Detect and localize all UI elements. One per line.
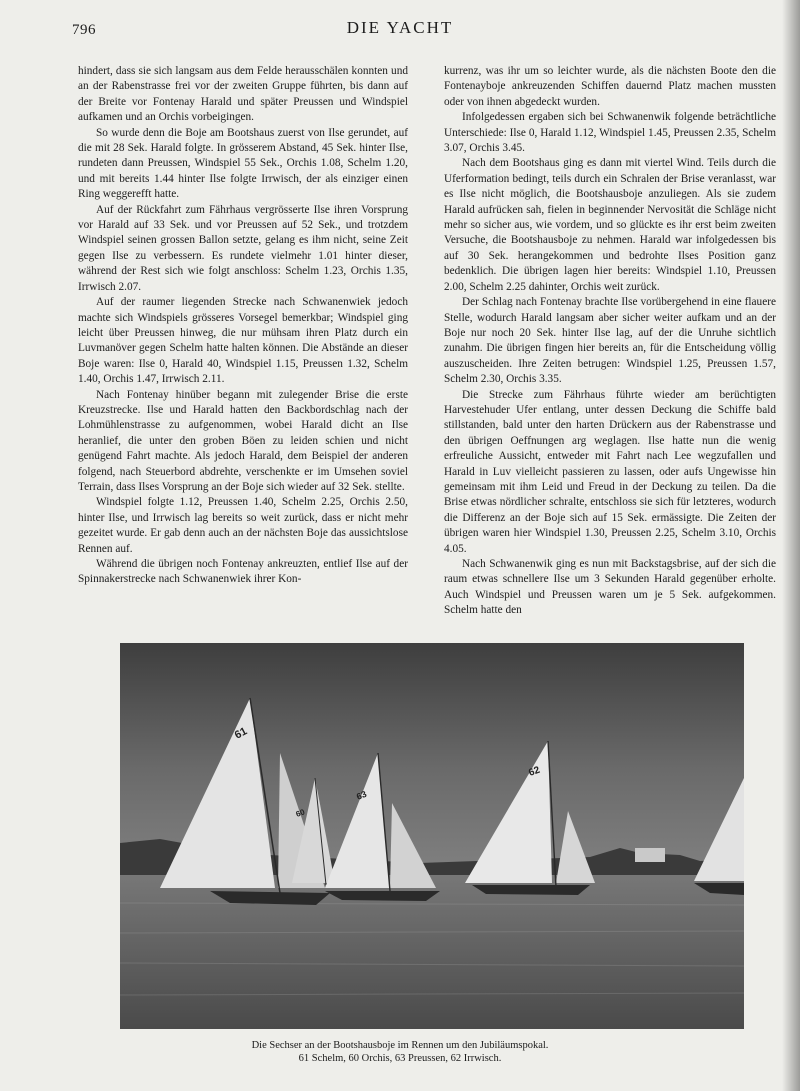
page-number: 796: [72, 22, 96, 38]
paragraph: Nach Schwanenwik ging es nun mit Backstagsbrise, auf der sich die raum etwas schnellere Ilse um 3 Sekunden Harald gegenüber erholte. Auch Windspiel und Preussen waren um je 5 Sek. aufgekommen. Schelm hatte den: [444, 558, 776, 617]
paragraph: Nach dem Bootshaus ging es dann mit viertel Wind. Teils durch die Uferformation bedingt, teils durch ein Schralen der Brise veranlasst, war es Ilse nicht möglich, die Bootshausboje anzuliegen. Als sie zudem Harald aufrücken sah, fielen in beginnender Nervosität die Schläge nicht mehr so sicher aus, wie vordem, und so glückte es ihr erst beim zweiten Versuche, die Bootshausboje zu nehmen. Harald war infolgedessen bis auf 30 Sek. herangekommen und bedrohte Ilses Position ganz bedenklich. Die übrigen lagen hier bereits: Windspiel 1.10, Preussen 2.00, Schelm 2.25 dahinter, Orchis weit zurück.: [444, 157, 776, 293]
sailing-photo: [120, 643, 744, 1029]
paragraph: kurrenz, was ihr um so leichter wurde, als die nächsten Boote den die Fontenayboje ankreuzenden Schiffen dauernd Platz machen mussten oder von ihnen abgedeckt wurden.: [444, 65, 776, 108]
paragraph: Auf der Rückfahrt zum Fährhaus vergrösserte Ilse ihren Vorsprung vor Harald auf 33 Sek. und vor Preussen auf 52 Sek., und trotzdem Windspiel seinen grossen Ballon setzte, gelang es ihm nicht, seine Zeit gegen Ilse zu verbessern. Es rundete vielmehr 1.01 hinter dieser, während der Rest sich wie folgt anschloss: Schelm 1.23, Orchis 1.35, Irrwisch 2.07.: [78, 203, 408, 293]
sail-number-61: 61: [232, 725, 250, 742]
water: [120, 875, 744, 1029]
paragraph: hindert, dass sie sich langsam aus dem Felde herausschälen konnten und an der Rabenstrasse frei vor der zweiten Gruppe führten, bis dann auf der Breite vor Fontenay Harald und später Preussen und Windspiel aufkamen und an Orchis vorbeigingen.: [78, 65, 408, 124]
sail-number-60: 60: [294, 807, 307, 819]
paragraph: Auf der raumer liegenden Strecke nach Schwanenwiek jedoch machte sich Windspiels grösseres Vorsegel bemerkbar; Windspiel ging leicht über Preussen hinweg, die nur mühsam ihren Platz durch ein Luvmanöver gegen Schelm hatte halten können. Die Abstände an dieser Boje waren: Ilse 0, Harald 40, Windspiel 1.15, Preussen 1.32, Schelm 1.40, Orchis 1.47, Irrwisch 2.11.: [78, 296, 408, 386]
caption-line: Die Sechser an der Bootshausboje im Rennen um den Jubiläumspokal.: [251, 1040, 549, 1051]
paragraph: So wurde denn die Boje am Bootshaus zuerst von Ilse gerundet, auf die mit 28 Sek. Harald folgte. In grösserem Abstand, 45 Sek. hinter Ilse, rundeten dann Preussen, Windspiel 55 Sek., Orchis 1.08, Schelm 1.20, und mit bereits 1.44 hinter Ilse folgte Irrwisch, der als einziger einen Ring weggerefft hatte.: [78, 126, 408, 201]
paragraph: Die Strecke zum Fährhaus führte wieder am berüchtigten Harvestehuder Ufer entlang, unter dessen Deckung die Schiffe bald stillstanden, bald unter den harten Drückern aus der Rabenstrasse und den übrigen Oeffnungen arg weglagen. Ilse hatte nun die wenig erfreuliche Aussicht, entweder mit Fahrt nach Lee wegzufallen und Harald in Luv vielleicht passieren zu lassen, oder aufs Ungewisse hin gemeinsam mit ihm Leid und Freud in der Deckung zu teilen. Da die Brise etwas nördlicher schralte, entschloss sie sich für letzteres, wodurch die Differenz an der Boje sich auf 15 Sek. ermässigte. Die Zeiten der übrigen waren hier Windspiel 1.30, Preussen 2.25, Schelm 3.10, Orchis 4.05.: [444, 388, 776, 555]
page-edge-shadow: [782, 0, 800, 1091]
villa: [635, 848, 665, 862]
caption-line: 61 Schelm, 60 Orchis, 63 Preussen, 62 Irrwisch.: [298, 1053, 502, 1064]
left-column: [78, 64, 408, 588]
paragraph: Während die übrigen noch Fontenay ankreuzten, entlief Ilse auf der Spinnakerstrecke nach Schwanenwiek ihrer Kon-: [78, 558, 408, 586]
running-head: DIE YACHT: [346, 18, 454, 37]
paragraph: Der Schlag nach Fontenay brachte Ilse vorübergehend in eine flauere Stelle, wodurch Harald langsam aber sicher weiter aufkam und an der Boje nur noch 20 Sek. hinter Ilse lag, auf der die Unruhe sichtlich zunahm. Die übrigen fingen hier bereits an, für die Entscheidung völlig auszuscheiden. Ihre Zeiten betrugen: Windspiel 1.25, Preussen 1.57, Schelm 2.30, Orchis 3.35.: [444, 296, 776, 386]
sail-number-62: 62: [527, 764, 542, 779]
right-column: [444, 64, 776, 619]
paragraph: Infolgedessen ergaben sich bei Schwanenwik folgende beträchtliche Unterschiede: Ilse 0, Harald 1.12, Windspiel 1.45, Preussen 2.35, Schelm 3.07, Orchis 3.45.: [444, 111, 776, 155]
paragraph: Nach Fontenay hinüber begann mit zulegender Brise die erste Kreuzstrecke. Ilse und Harald hatten den Backbordschlag nach der Lohmühlenstrasse zu aufgenommen, wobei Harald dicht an Ilse heranlief, die unter den groben Böen zu leiden schien und nicht genügend Fahrt machte. Als jedoch Harald, dem Beispiel der anderen folgend, nach Steuerbord abdrehte, verschenkte er im Umsehen soviel Terrain, dass Ilses Vorsprung an der Boje sich wieder auf 32 Sek. stellte.: [78, 388, 408, 493]
sail-number-63: 63: [355, 788, 369, 802]
photo-caption: [0, 1039, 800, 1065]
paragraph: Windspiel folgte 1.12, Preussen 1.40, Schelm 2.25, Orchis 2.50, hinter Ilse, und Irrwisch lag bereits so weit zurück, dass er nicht mehr gezeitet wurde. Er gab denn auch an der nächsten Boje das aussichtslose Rennen auf.: [78, 496, 408, 555]
